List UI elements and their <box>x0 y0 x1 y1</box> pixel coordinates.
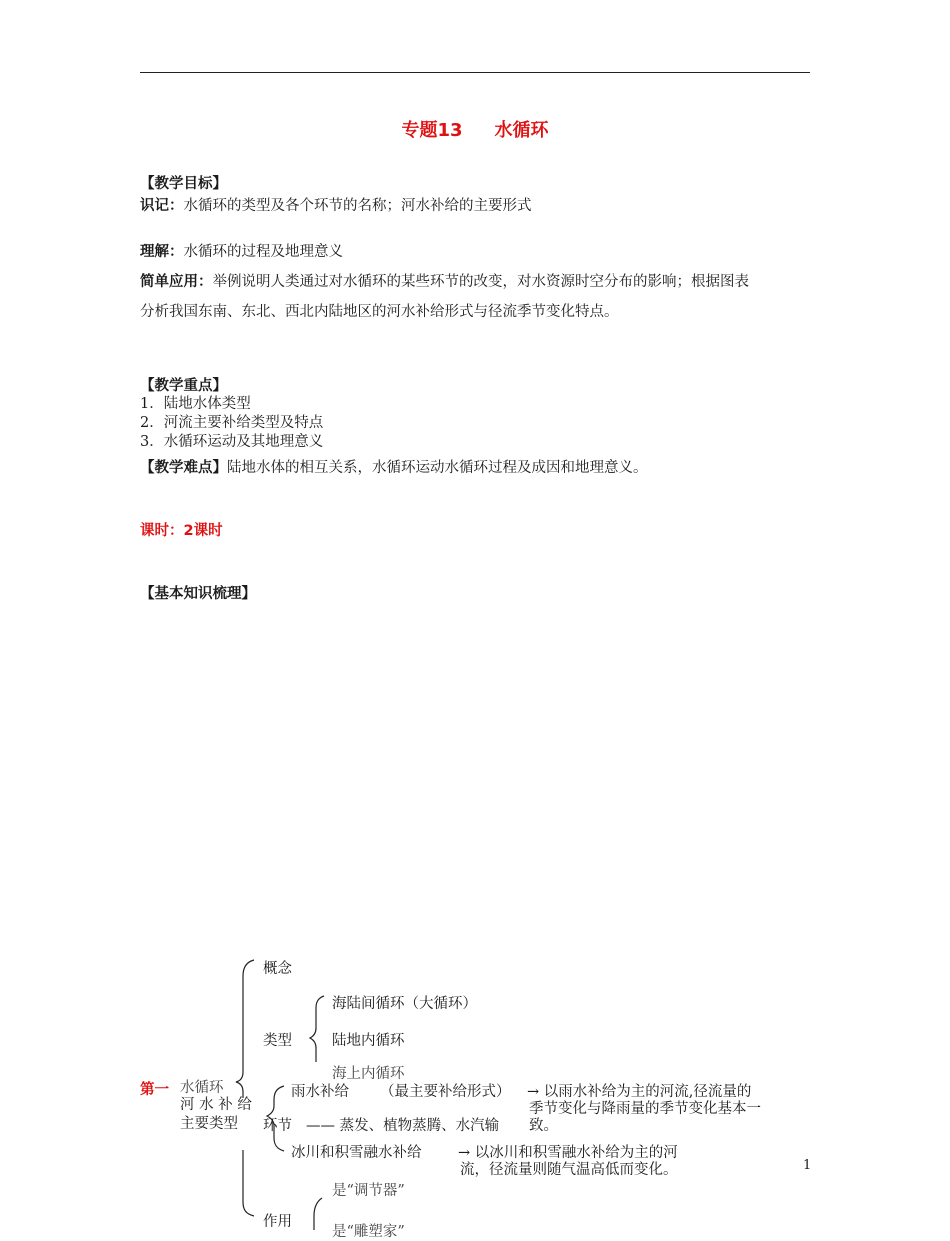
function-item-1 <box>332 1183 405 1202</box>
mindmap-types: 类型 <box>263 1033 292 1049</box>
mindmap-type-item-2: 陆地内循环 <box>332 1033 405 1049</box>
rain-desc-line2: 季节变化与降雨量的季节变化基本一 <box>529 1101 761 1117</box>
apply-text-line1: 举例说明人类通过对水循环的某些环节的改变，对水资源时空分布的影响；根据图表 <box>212 274 749 290</box>
apply-label: 简单应用： <box>140 273 213 290</box>
types-brace <box>310 996 324 1062</box>
title-topic-number: 专题13 <box>401 120 463 141</box>
glacier-supply: 冰川和积雪融水补给 <box>291 1145 422 1161</box>
rain-note: （最主要补给形式） <box>380 1084 511 1100</box>
keypoint-item-1: 1．陆地水体类型 <box>140 396 251 412</box>
mindmap-type-item-3: 海上内循环 <box>332 1066 405 1082</box>
function-brace <box>314 1198 322 1230</box>
main-brace-lower <box>243 1150 254 1216</box>
function-item-2: 是“雕塑家” <box>332 1224 405 1240</box>
memorize-text: 水循环的类型及各个环节的名称；河水补给的主要形式 <box>183 198 532 214</box>
mindmap-type-item-1: 海陆间循环（大循环） <box>332 996 477 1012</box>
difficulty-label: 【教学难点】 <box>140 459 227 476</box>
mindmap-section-label: 第一 <box>140 1082 169 1098</box>
mindmap-concept: 概念 <box>263 961 292 977</box>
river-supply-line1: 河 水 补 给 <box>180 1097 252 1113</box>
rain-supply: 雨水补给 <box>291 1084 349 1100</box>
memorize-label: 识记： <box>140 197 184 214</box>
difficulty-text: 陆地水体的相互关系，水循环运动水循环过程及成因和地理意义。 <box>227 460 648 476</box>
function-item-1-text: 是“调节器” <box>332 1183 405 1199</box>
title-topic-name: 水循环 <box>494 120 549 141</box>
apply-text-line2: 分析我国东南、东北、西北内陆地区的河水补给形式与径流季节变化特点。 <box>140 304 619 320</box>
objectives-heading: 【教学目标】 <box>140 175 227 192</box>
glacier-desc-line1: → 以冰川和积雪融水补给为主的河 <box>458 1145 678 1161</box>
mindmap-function: 作用 <box>263 1214 292 1230</box>
glacier-desc-line2: 流，径流量则随气温高低而变化。 <box>460 1162 678 1178</box>
page-number: 1 <box>803 1158 812 1173</box>
river-supply-line2: 主要类型 <box>180 1116 238 1132</box>
main-brace-upper <box>236 960 254 1098</box>
rain-desc-line1: → 以雨水补给为主的河流,径流量的 <box>527 1084 752 1100</box>
understand-label: 理解： <box>140 243 184 260</box>
lesson-time: 课时：2课时 <box>140 523 223 539</box>
keypoint-item-2: 2．河流主要补给类型及特点 <box>140 415 324 431</box>
keypoint-item-3: 3．水循环运动及其地理意义 <box>140 434 324 450</box>
keypoints-heading: 【教学重点】 <box>140 377 227 394</box>
understand-text: 水循环的过程及地理意义 <box>183 244 343 260</box>
knowledge-heading: 【基本知识梳理】 <box>140 585 256 602</box>
mindmap-water-cycle: 水循环 <box>180 1080 224 1096</box>
mindmap-links-text: —— 蒸发、植物蒸腾、水汽输 <box>306 1118 500 1134</box>
mindmap-links: 环节 <box>263 1118 292 1134</box>
rain-desc-line3: 致。 <box>529 1118 558 1134</box>
